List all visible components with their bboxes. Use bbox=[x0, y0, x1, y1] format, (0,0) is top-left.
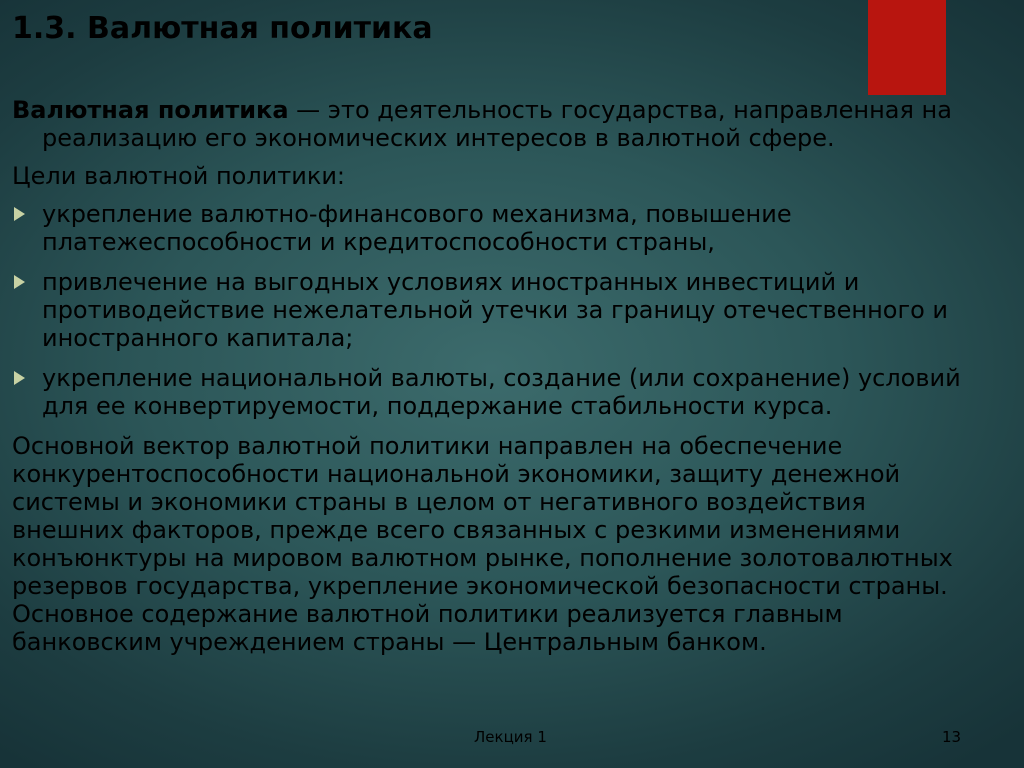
definition-term: Валютная политика bbox=[12, 96, 289, 124]
red-accent-block bbox=[868, 0, 946, 95]
definition-paragraph bbox=[12, 96, 972, 152]
list-item bbox=[12, 268, 972, 352]
slide-content bbox=[12, 96, 972, 666]
footer-label: Лекция 1 bbox=[474, 728, 547, 746]
triangle-bullet-icon bbox=[14, 275, 25, 289]
triangle-bullet-icon bbox=[14, 371, 25, 385]
slide-number: 13 bbox=[942, 728, 962, 746]
goals-list bbox=[12, 200, 972, 420]
list-item bbox=[12, 200, 972, 256]
goal-text: укрепление национальной валюты, создание (или сохранение) условий для ее конвертируемости, поддержание стабильности курса. bbox=[42, 364, 961, 420]
goal-text: укрепление валютно-финансового механизма, повышение платежеспособности и кредитоспособности страны, bbox=[42, 200, 792, 256]
goal-text: привлечение на выгодных условиях иностранных инвестиций и противодействие нежелательной утечки за границу отечественного и иностранного капитала; bbox=[42, 268, 949, 352]
triangle-bullet-icon bbox=[14, 207, 25, 221]
list-item bbox=[12, 364, 972, 420]
summary-paragraph: Основной вектор валютной политики направлен на обеспечение конкурентоспособности национальной экономики, защиту денежной системы и экономики страны в целом от негативного воздействия внешних факторов, прежде всего связанных с резкими изменениями конъюнктуры на мировом валютном рынке, пополнение золотовалютных резервов государства, укрепление экономической безопасности страны. Основное содержание валютной политики реализуется главным банковским учреждением страны — Центральным банком. bbox=[12, 432, 953, 656]
slide-title: 1.3. Валютная политика bbox=[12, 11, 433, 46]
definition-text: — это деятельность государства, направленная на реализацию его экономических интересов в валютной сфере. bbox=[42, 96, 952, 152]
goals-heading: Цели валютной политики: bbox=[12, 162, 346, 190]
